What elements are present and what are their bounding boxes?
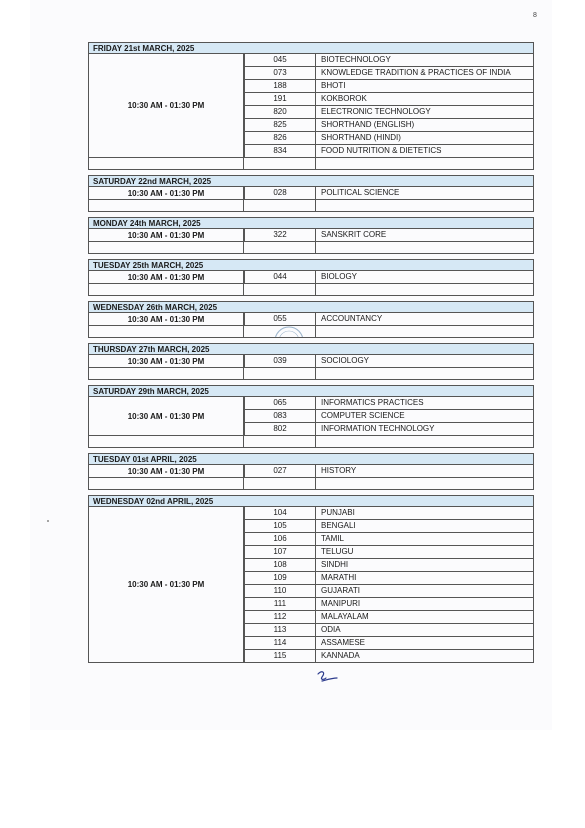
blank-spacer-row <box>88 478 534 490</box>
subject-name: ACCOUNTANCY <box>316 313 534 326</box>
exam-day-header: MONDAY 24th MARCH, 2025 <box>88 217 534 229</box>
blank-cell <box>316 326 534 338</box>
blank-spacer-row <box>88 326 534 338</box>
subject-code: 065 <box>244 397 316 410</box>
subject-row <box>244 572 534 585</box>
subject-row <box>244 187 534 200</box>
subject-name: INFORMATION TECHNOLOGY <box>316 423 534 436</box>
subject-row <box>244 637 534 650</box>
subject-code: 055 <box>244 313 316 326</box>
subject-name: FOOD NUTRITION & DIETETICS <box>316 145 534 158</box>
subject-name: KNOWLEDGE TRADITION & PRACTICES OF INDIA <box>316 67 534 80</box>
subject-row <box>244 410 534 423</box>
exam-day-block <box>88 343 536 380</box>
subject-row <box>244 423 534 436</box>
subject-code: 073 <box>244 67 316 80</box>
subject-code: 112 <box>244 611 316 624</box>
subject-name: BIOLOGY <box>316 271 534 284</box>
exam-day-block <box>88 259 536 296</box>
blank-cell <box>88 368 244 380</box>
subject-code: 322 <box>244 229 316 242</box>
exam-time-cell: 10:30 AM - 01:30 PM <box>88 228 244 242</box>
subject-row <box>244 119 534 132</box>
blank-cell <box>244 242 316 254</box>
subject-row <box>244 355 534 368</box>
blank-spacer-row <box>88 284 534 296</box>
exam-time-cell: 10:30 AM - 01:30 PM <box>88 312 244 326</box>
subject-row <box>244 520 534 533</box>
subject-row <box>244 624 534 637</box>
subject-name: TELUGU <box>316 546 534 559</box>
exam-time-cell: 10:30 AM - 01:30 PM <box>88 396 244 436</box>
subject-name: SHORTHAND (ENGLISH) <box>316 119 534 132</box>
subject-row <box>244 598 534 611</box>
subject-code: 105 <box>244 520 316 533</box>
blank-cell <box>316 284 534 296</box>
blank-cell <box>88 242 244 254</box>
subject-row <box>244 106 534 119</box>
exam-time-cell: 10:30 AM - 01:30 PM <box>88 53 244 158</box>
subject-code: 109 <box>244 572 316 585</box>
subject-code: 191 <box>244 93 316 106</box>
subject-row <box>244 93 534 106</box>
blank-cell <box>316 200 534 212</box>
blank-cell <box>244 200 316 212</box>
exam-day-block <box>88 453 536 490</box>
exam-time-cell: 10:30 AM - 01:30 PM <box>88 186 244 200</box>
subject-name: SHORTHAND (HINDI) <box>316 132 534 145</box>
blank-cell <box>244 436 316 448</box>
subject-row <box>244 54 534 67</box>
blank-spacer-row <box>88 158 534 170</box>
subject-row <box>244 80 534 93</box>
subject-name: COMPUTER SCIENCE <box>316 410 534 423</box>
subject-code: 111 <box>244 598 316 611</box>
exam-time-cell: 10:30 AM - 01:30 PM <box>88 270 244 284</box>
blank-cell <box>244 368 316 380</box>
subject-name: INFORMATICS PRACTICES <box>316 397 534 410</box>
subject-code: 820 <box>244 106 316 119</box>
exam-day-header: SATURDAY 22nd MARCH, 2025 <box>88 175 534 187</box>
blank-cell <box>244 158 316 170</box>
exam-time-cell: 10:30 AM - 01:30 PM <box>88 464 244 478</box>
subject-row <box>244 611 534 624</box>
subject-row <box>244 271 534 284</box>
blank-cell <box>88 326 244 338</box>
subject-code: 108 <box>244 559 316 572</box>
exam-day-block <box>88 217 536 254</box>
subject-row <box>244 507 534 520</box>
blank-cell <box>88 200 244 212</box>
blank-cell <box>88 284 244 296</box>
blank-spacer-row <box>88 242 534 254</box>
exam-day-block <box>88 495 536 663</box>
blank-cell <box>316 158 534 170</box>
subject-name: SANSKRIT CORE <box>316 229 534 242</box>
subject-row <box>244 585 534 598</box>
subject-code: 110 <box>244 585 316 598</box>
subject-code: 106 <box>244 533 316 546</box>
blank-cell <box>244 478 316 490</box>
subject-row <box>244 546 534 559</box>
subject-row <box>244 650 534 663</box>
subject-row <box>244 67 534 80</box>
subject-code: 188 <box>244 80 316 93</box>
subject-name: BHOTI <box>316 80 534 93</box>
blank-cell <box>316 242 534 254</box>
subject-name: ASSAMESE <box>316 637 534 650</box>
subject-name: TAMIL <box>316 533 534 546</box>
blank-cell <box>316 478 534 490</box>
subject-name: ODIA <box>316 624 534 637</box>
exam-day-header: THURSDAY 27th MARCH, 2025 <box>88 343 534 355</box>
subject-code: 028 <box>244 187 316 200</box>
subject-code: 825 <box>244 119 316 132</box>
subject-code: 826 <box>244 132 316 145</box>
subject-name: KOKBOROK <box>316 93 534 106</box>
subject-name: MALAYALAM <box>316 611 534 624</box>
subject-row <box>244 229 534 242</box>
subject-code: 083 <box>244 410 316 423</box>
exam-day-header: WEDNESDAY 02nd APRIL, 2025 <box>88 495 534 507</box>
subject-code: 115 <box>244 650 316 663</box>
exam-day-block <box>88 301 536 338</box>
subject-name: POLITICAL SCIENCE <box>316 187 534 200</box>
exam-day-header: WEDNESDAY 26th MARCH, 2025 <box>88 301 534 313</box>
subject-row <box>244 559 534 572</box>
subject-code: 104 <box>244 507 316 520</box>
subject-code: 045 <box>244 54 316 67</box>
blank-cell <box>88 436 244 448</box>
official-stamp <box>267 325 311 337</box>
blank-cell <box>316 368 534 380</box>
exam-day-header: SATURDAY 29th MARCH, 2025 <box>88 385 534 397</box>
subject-name: MARATHI <box>316 572 534 585</box>
subject-code: 027 <box>244 465 316 478</box>
blank-cell <box>88 478 244 490</box>
subject-name: HISTORY <box>316 465 534 478</box>
subject-name: ELECTRONIC TECHNOLOGY <box>316 106 534 119</box>
blank-spacer-row <box>88 368 534 380</box>
blank-spacer-row <box>88 436 534 448</box>
subject-row <box>244 145 534 158</box>
subject-code: 834 <box>244 145 316 158</box>
subject-row <box>244 132 534 145</box>
scan-speck <box>47 520 49 522</box>
subject-code: 802 <box>244 423 316 436</box>
subject-name: SINDHI <box>316 559 534 572</box>
exam-day-block <box>88 42 536 170</box>
handwritten-signature <box>312 668 340 693</box>
subject-name: GUJARATI <box>316 585 534 598</box>
subject-name: SOCIOLOGY <box>316 355 534 368</box>
exam-day-header: FRIDAY 21st MARCH, 2025 <box>88 42 534 54</box>
subject-code: 107 <box>244 546 316 559</box>
exam-time-cell: 10:30 AM - 01:30 PM <box>88 354 244 368</box>
subject-name: BIOTECHNOLOGY <box>316 54 534 67</box>
blank-cell <box>88 158 244 170</box>
subject-code: 044 <box>244 271 316 284</box>
page-marker: 8 <box>533 12 537 19</box>
subject-code: 114 <box>244 637 316 650</box>
subject-code: 039 <box>244 355 316 368</box>
subject-name: BENGALI <box>316 520 534 533</box>
exam-time-cell: 10:30 AM - 01:30 PM <box>88 506 244 663</box>
blank-spacer-row <box>88 200 534 212</box>
subject-row <box>244 533 534 546</box>
exam-day-header: TUESDAY 01st APRIL, 2025 <box>88 453 534 465</box>
exam-day-block <box>88 175 536 212</box>
subject-row <box>244 465 534 478</box>
subject-name: KANNADA <box>316 650 534 663</box>
subject-row <box>244 397 534 410</box>
subject-code: 113 <box>244 624 316 637</box>
subject-name: PUNJABI <box>316 507 534 520</box>
blank-cell <box>244 284 316 296</box>
exam-day-block <box>88 385 536 448</box>
blank-cell <box>316 436 534 448</box>
subject-name: MANIPURI <box>316 598 534 611</box>
exam-day-header: TUESDAY 25th MARCH, 2025 <box>88 259 534 271</box>
